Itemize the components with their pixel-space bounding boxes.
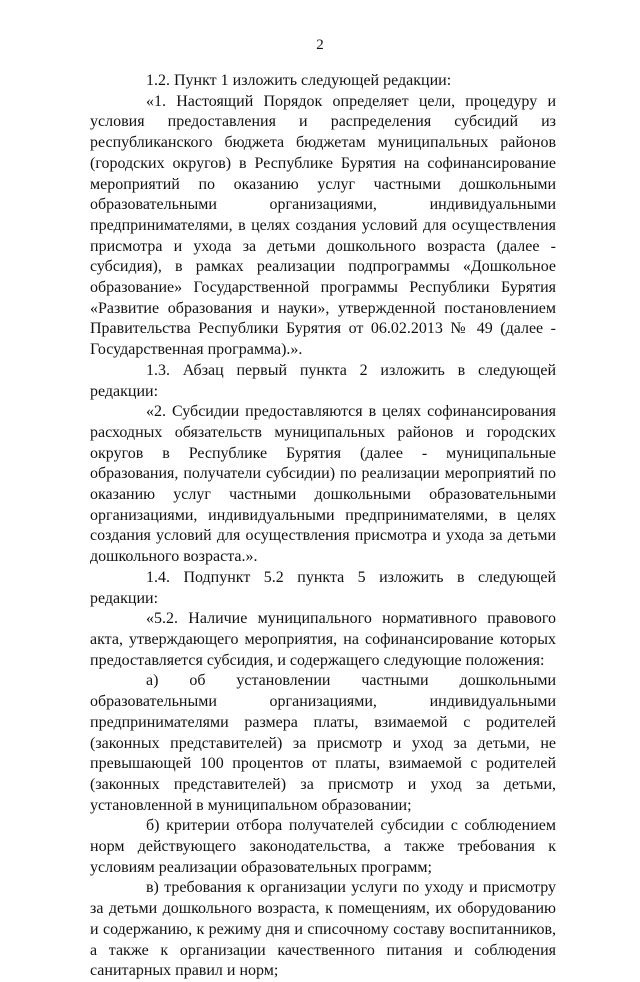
- paragraph-item-1-4-heading: 1.4. Подпункт 5.2 пункта 5 изложить в следующей редакции:: [90, 568, 556, 607]
- paragraph-subpoint-5-2-text: «5.2. Наличие муниципального нормативного правового акта, утверждающего мероприятия, на софинансирование которых предоставляется субсидия, и содержащего следующие положения:: [90, 610, 556, 669]
- page-number: 2: [316, 37, 324, 53]
- paragraph-subitem-b: б) критерии отбора получателей субсидии с соблюдением норм действующего законодательства, а также требования к условиям реализации образовательных программ;: [90, 817, 556, 876]
- paragraph-point-1-text: «1. Настоящий Порядок определяет цели, процедуру и условия предоставления и распределения субсидий из республиканского бюджета бюджетам муниципальных районов (городских округов) в Республике Бурятия на софинансирование мероприятий по оказанию услуг частными дошкольными образовательными организациями, индивидуальными предпринимателями, в целях создания условий для осуществления присмотра и ухода за детьми дошкольного возраста (далее - субсидия), в рамках реализации подпрограммы «Дошкольное образование» Государственной программы Республики Бурятия «Развитие образования и науки», утвержденной постановлением Правительства Республики Бурятия от 06.02.2013 № 49 (далее - Государственная программа).».: [90, 92, 556, 359]
- paragraph-point-2-text: «2. Субсидии предоставляются в целях софинансирования расходных обязательств муниципальных районов и городских округов в Республике Бурятия (далее - муниципальные образования, получатели субсидии) по реализации мероприятий по оказанию услуг частными дошкольными образовательными организациями, индивидуальными предпринимателями, в целях создания условий для осуществления присмотра и ухода за детьми дошкольного возраста.».: [90, 403, 556, 566]
- paragraph-subitem-a: а) об установлении частными дошкольными образовательными организациями, индивидуальными предпринимателями размера платы, взимаемой с родителей (законных представителей) за присмотр и уход за детьми, не превышающей 100 процентов от платы, взимаемой с родителей (законных представителей) за присмотр и уход за детьми, установленной в муниципальном образовании;: [90, 672, 556, 814]
- document-body: [90, 71, 556, 982]
- paragraph-item-1-2-heading: 1.2. Пункт 1 изложить следующей редакции:: [146, 72, 452, 89]
- paragraph-item-1-3-heading: 1.3. Абзац первый пункта 2 изложить в следующей редакции:: [90, 361, 556, 400]
- paragraph-subitem-v: в) требования к организации услуги по уходу и присмотру за детьми дошкольного возраста, к помещениям, их оборудованию и содержанию, к режиму дня и списочному составу воспитанников, а также к организации качественного питания и соблюдения санитарных правил и норм;: [90, 879, 556, 980]
